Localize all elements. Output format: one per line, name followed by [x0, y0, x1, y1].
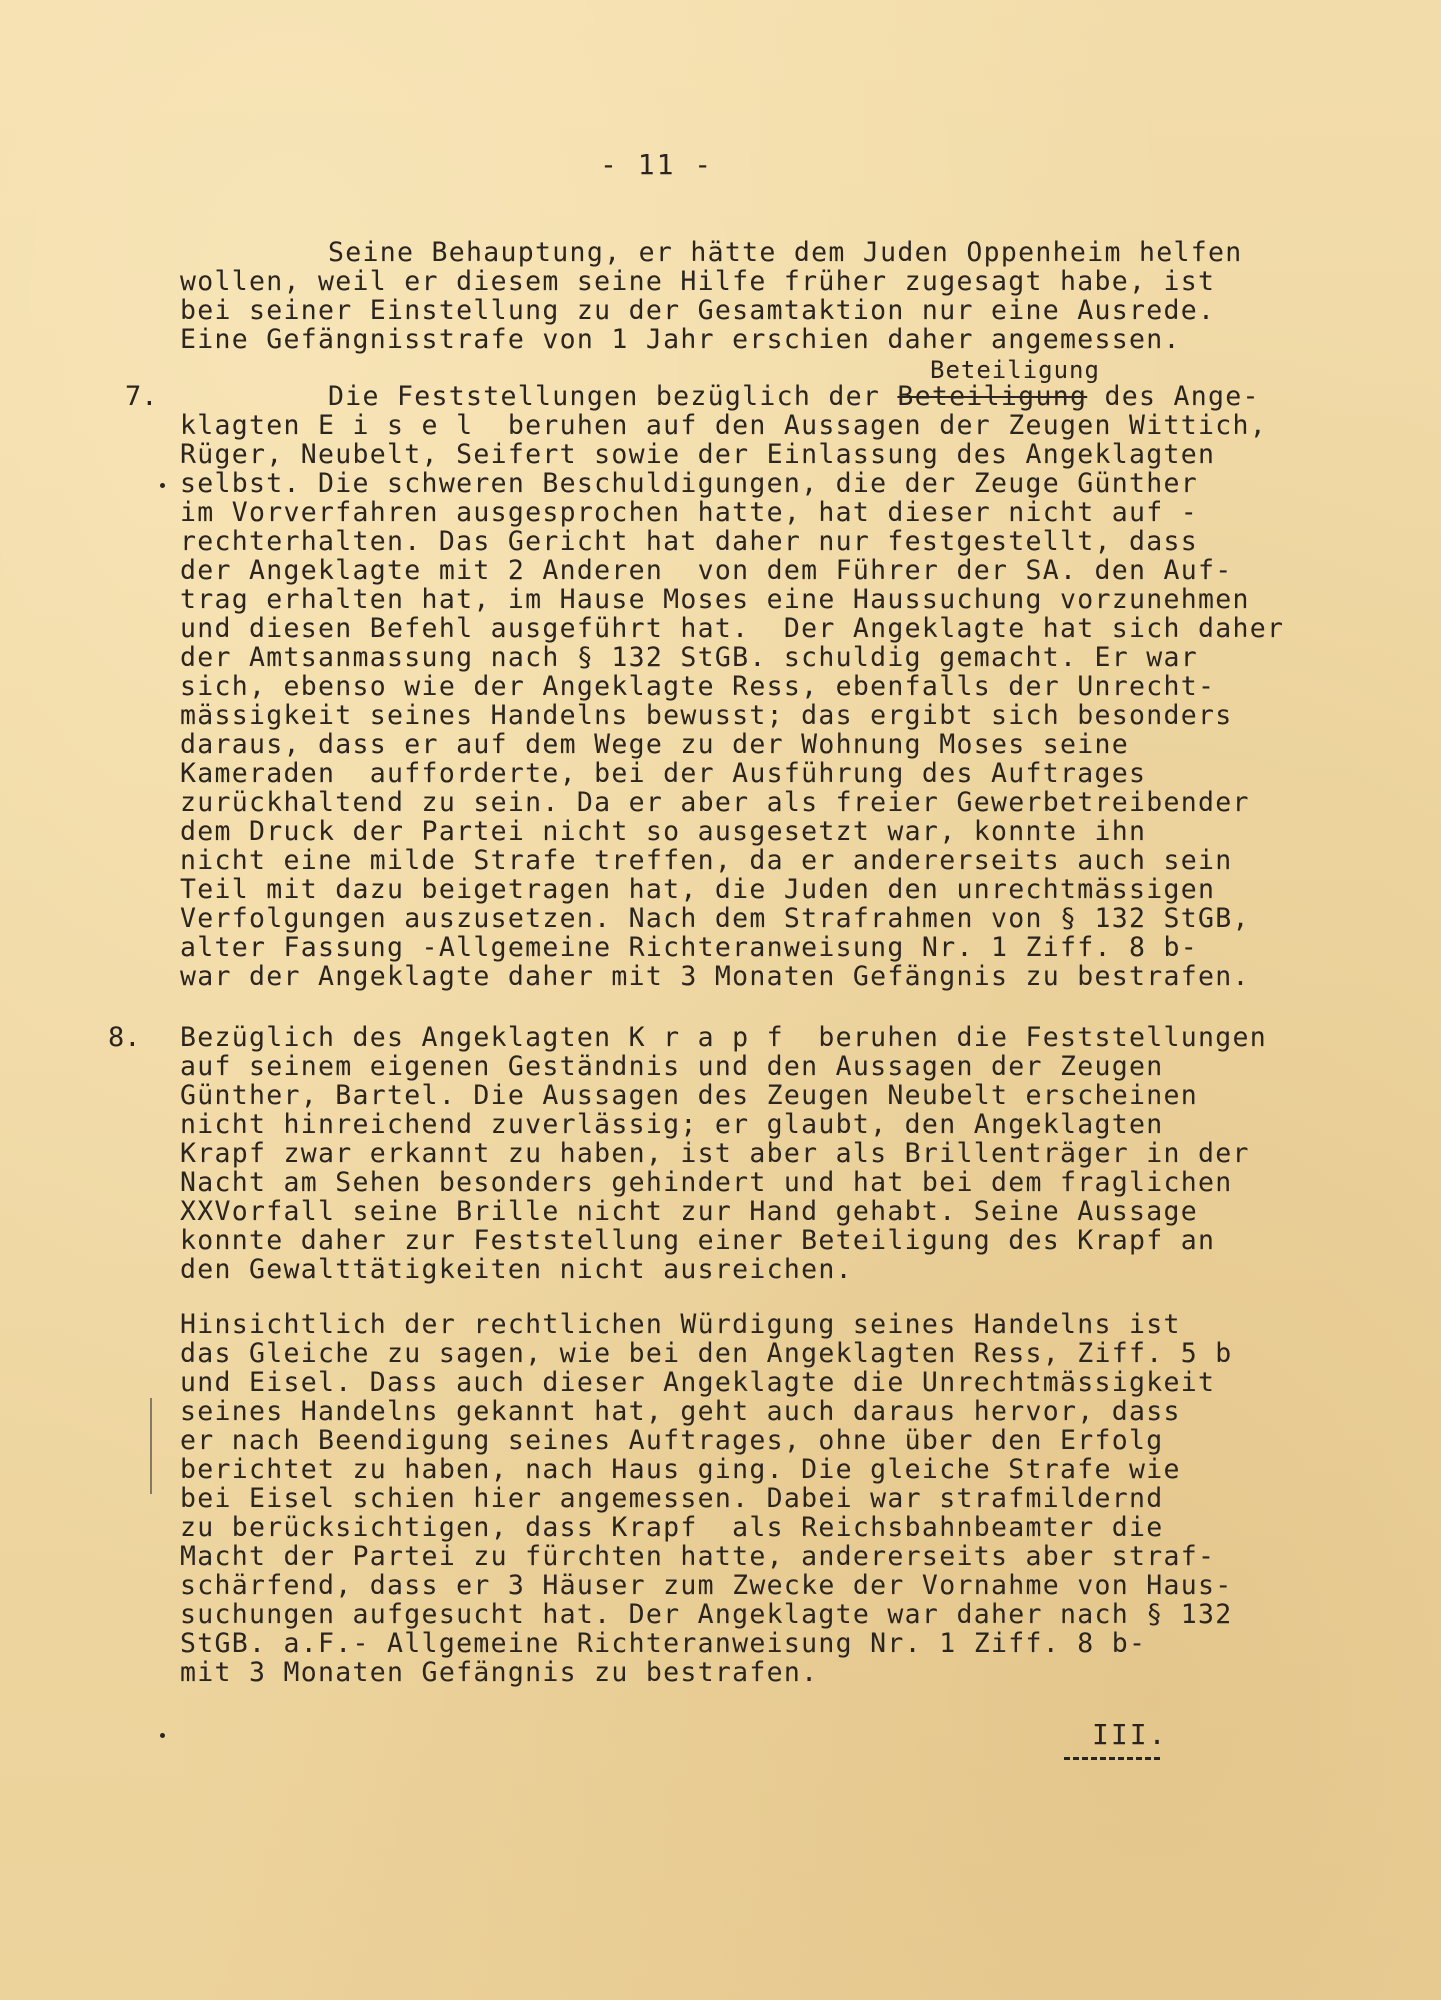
- text-line: und diesen Befehl ausgeführt hat. Der Angeklagte hat sich daher: [180, 613, 1285, 644]
- text-line: rechterhalten. Das Gericht hat daher nur festgestellt, dass: [180, 526, 1199, 557]
- text-line: Teil mit dazu beigetragen hat, die Juden den unrechtmässigen: [180, 874, 1216, 905]
- text-line: der Angeklagte mit 2 Anderen von dem Führer der SA. den Auf-: [180, 555, 1233, 586]
- text-line: XXVorfall seine Brille nicht zur Hand gehabt. Seine Aussage: [180, 1196, 1199, 1227]
- text-line: dem Druck der Partei nicht so ausgesetzt war, konnte ihn: [180, 816, 1147, 847]
- text-line: war der Angeklagte daher mit 3 Monaten Gefängnis zu bestrafen.: [180, 961, 1250, 992]
- text-fragment: Die Feststellungen bezüglich der: [328, 381, 898, 412]
- text-fragment: des Ange-: [1087, 381, 1260, 412]
- next-section-heading: III.: [1092, 1718, 1168, 1751]
- text-line: der Amtsanmassung nach § 132 StGB. schuldig gemacht. Er war: [180, 642, 1199, 673]
- text-line: bei Eisel schien hier angemessen. Dabei war strafmildernd: [180, 1483, 1164, 1514]
- text-line: Bezüglich des Angeklagten K r a p f beruhen die Feststellungen: [180, 1022, 1268, 1053]
- text-line: das Gleiche zu sagen, wie bei den Angeklagten Ress, Ziff. 5 b: [180, 1338, 1233, 1369]
- text-line: alter Fassung -Allgemeine Richteranweisung Nr. 1 Ziff. 8 b-: [180, 932, 1199, 963]
- pencil-margin-mark: [150, 1398, 152, 1494]
- text-line: selbst. Die schweren Beschuldigungen, die der Zeuge Günther: [180, 468, 1199, 499]
- page-number: - 11 -: [600, 148, 714, 181]
- text-line: er nach Beendigung seines Auftrages, ohne über den Erfolg: [180, 1425, 1164, 1456]
- text-line: daraus, dass er auf dem Wege zu der Wohnung Moses seine: [180, 729, 1129, 760]
- text-line: zu berücksichtigen, dass Krapf als Reichsbahnbeamter die: [180, 1512, 1164, 1543]
- text-line: auf seinem eigenen Geständnis und den Aussagen der Zeugen: [180, 1051, 1164, 1082]
- text-line: bei seiner Einstellung zu der Gesamtaktion nur eine Ausrede.: [180, 295, 1216, 326]
- text-line: suchungen aufgesucht hat. Der Angeklagte war daher nach § 132: [180, 1599, 1233, 1630]
- text-line: mässigkeit seines Handelns bewusst; das ergibt sich besonders: [180, 700, 1233, 731]
- text-line: Hinsichtlich der rechtlichen Würdigung seines Handelns ist: [180, 1309, 1181, 1340]
- text-line: klagten E i s e l beruhen auf den Aussagen der Zeugen Wittich,: [180, 410, 1268, 441]
- text-line: [328, 382, 1260, 412]
- text-line: und Eisel. Dass auch dieser Angeklagte die Unrechtmässigkeit: [180, 1367, 1216, 1398]
- paragraph-number: 7.: [125, 381, 158, 412]
- text-line: Seine Behauptung, er hätte dem Juden Oppenheim helfen: [328, 237, 1243, 268]
- text-line: konnte daher zur Feststellung einer Beteiligung des Krapf an: [180, 1225, 1216, 1256]
- paragraph-number: 8.: [108, 1022, 141, 1053]
- text-line: nicht eine milde Strafe treffen, da er andererseits auch sein: [180, 845, 1233, 876]
- section-underline: [1064, 1757, 1160, 1760]
- text-line: den Gewalttätigkeiten nicht ausreichen.: [180, 1254, 853, 1285]
- text-line: im Vorverfahren ausgesprochen hatte, hat dieser nicht auf -: [180, 497, 1199, 528]
- text-line: seines Handelns gekannt hat, geht auch daraus hervor, dass: [180, 1396, 1181, 1427]
- text-line: mit 3 Monaten Gefängnis zu bestrafen.: [180, 1657, 819, 1688]
- text-line: Günther, Bartel. Die Aussagen des Zeugen Neubelt erscheinen: [180, 1080, 1199, 1111]
- text-line: Macht der Partei zu fürchten hatte, andererseits aber straf-: [180, 1541, 1216, 1572]
- text-line: wollen, weil er diesem seine Hilfe früher zugesagt habe, ist: [180, 266, 1216, 297]
- handwritten-insertion: Beteiligung: [930, 356, 1100, 384]
- text-line: Verfolgungen auszusetzen. Nach dem Strafrahmen von § 132 StGB,: [180, 903, 1250, 934]
- text-line: zurückhaltend zu sein. Da er aber als freier Gewerbetreibender: [180, 787, 1250, 818]
- text-line: trag erhalten hat, im Hause Moses eine Haussuchung vorzunehmen: [180, 584, 1250, 615]
- ink-dot: [160, 1733, 165, 1738]
- text-line: StGB. a.F.- Allgemeine Richteranweisung Nr. 1 Ziff. 8 b-: [180, 1628, 1147, 1659]
- text-line: Eine Gefängnisstrafe von 1 Jahr erschien daher angemessen.: [180, 324, 1181, 355]
- text-line: schärfend, dass er 3 Häuser zum Zwecke der Vornahme von Haus-: [180, 1570, 1233, 1601]
- text-line: nicht hinreichend zuverlässig; er glaubt, den Angeklagten: [180, 1109, 1164, 1140]
- ink-dot: [160, 483, 165, 488]
- text-line: sich, ebenso wie der Angeklagte Ress, ebenfalls der Unrecht-: [180, 671, 1216, 702]
- text-line: Krapf zwar erkannt zu haben, ist aber als Brillenträger in der: [180, 1138, 1250, 1169]
- text-line: Kameraden aufforderte, bei der Ausführung des Auftrages: [180, 758, 1147, 789]
- text-line: berichtet zu haben, nach Haus ging. Die gleiche Strafe wie: [180, 1454, 1181, 1485]
- text-line: Nacht am Sehen besonders gehindert und hat bei dem fraglichen: [180, 1167, 1233, 1198]
- text-line: Rüger, Neubelt, Seifert sowie der Einlassung des Angeklagten: [180, 439, 1216, 470]
- struck-word: Beteiligung: [897, 381, 1088, 412]
